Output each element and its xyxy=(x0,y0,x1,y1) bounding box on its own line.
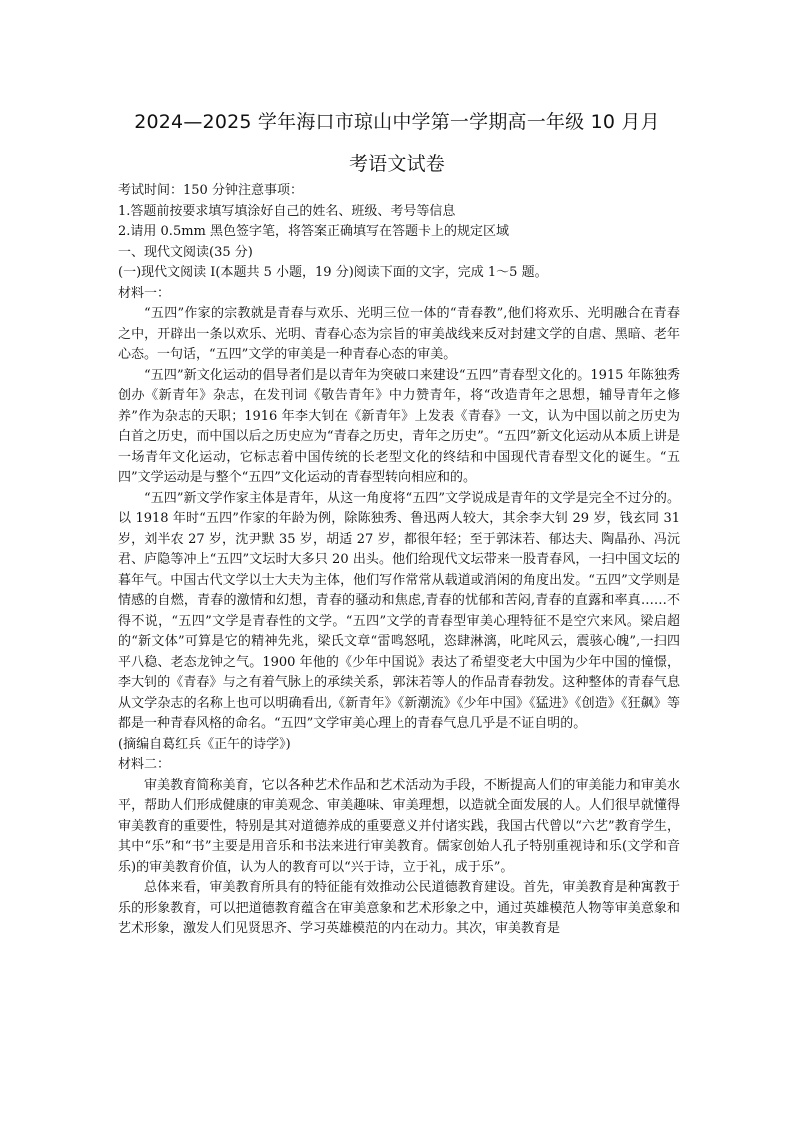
exam-content xyxy=(118,181,680,940)
material-2-paragraph-2: 总体来看，审美教育所具有的特征能有效推动公民道德教育建设。首先，审美教育是种寓教于乐的形象教育，可以把道德教育蕴含在审美意象和艺术形象之中，通过英雄模范人物等审美意象和艺术形象，激发人们见贤思齐、学习英雄模范的内在动力。其次，审美教育是 xyxy=(118,880,680,936)
section-heading: 一、现代文阅读(35 分) xyxy=(118,244,253,260)
material-2-paragraph-1: 审美教育简称美育，它以各种艺术作品和艺术活动为手段，不断提高人们的审美能力和审美水平，帮助人们形成健康的审美观念、审美趣味、审美理想，以造就全面发展的人。人们很早就懂得审美教育的重要性，特别是其对道德养成的重要意义并付诸实践，我国古代曾以“六艺”教育学生，其中“乐”和“书”主要是用音乐和书法来进行审美教育。儒家创始人孔子特别重视诗和乐(文学和音乐)的审美教育价值，认为人的教育可以“兴于诗，立于礼，成于乐”。 xyxy=(118,777,680,875)
exam-time: 考试时间：150 分钟注意事项： xyxy=(118,183,303,198)
note-2: 2.请用 0.5mm 黑色签字笔，将答案正确填写在答题卡上的规定区域 xyxy=(118,224,509,239)
material-1-paragraph-1: “五四”作家的宗教就是青春与欢乐、光明三位一体的“青春教”,他们将欢乐、光明融合在青春之中，开辟出一条以欢乐、光明、青春心态为宗旨的审美战线来反对封建文学的自虐、黑暗、老年心态。一句话，“五四”文学的审美是一种青春心态的审美。 xyxy=(118,306,680,362)
material-1-paragraph-3: “五四”新文学作家主体是青年，从这一角度将“五四”文学说成是青年的文学是完全不过分的。以 1918 年时“五四”作家的年龄为例，除陈独秀、鲁迅两人较大，其余李大钊 29 岁，钱玄同 31 岁，刘半农 27 岁，沈尹默 35 岁，胡适 27 岁，都很年轻；至于郭沫若、郁达夫、陶晶孙、冯沅君、庐隐等冲上“五四”文坛时大多只 20 出头。他们给现代文坛带来一股青春风，一扫中国文坛的暮年气。中国古代文学以士大夫为主体，他们写作常常从载道或消闲的角度出发。“五四”文学则是情感的自燃，青春的激情和幻想，青春的骚动和焦虑,青春的忧郁和苦闷,青春的直露和率真……不得不说，“五四”文学是青春性的文学。“五四”文学的青春型审美心理特征不是空穴来风。梁启超的“新文体”可算是它的精神先兆，梁氏文章“雷鸣怒吼，恣肆淋漓，叱咤风云，震骇心魄”,一扫四平八稳、老态龙钟之气。1900 年他的《少年中国说》表达了希望变老大中国为少年中国的憧憬，李大钊的《青春》与之有着气脉上的承续关系，郭沫若等人的作品青春勃发。这种整体的青春气息从文学杂志的名称上也可以明确看出,《新青年》《新潮流》《少年中国》《猛进》《创造》《狂飙》等都是一种青春风格的命名。“五四”文学审美心理上的青春气息几乎是不证自明的。 xyxy=(118,490,680,731)
material-1-paragraph-2: “五四”新文化运动的倡导者们是以青年为突破口来建设“五四”青春型文化的。1915 年陈独秀创办《新青年》杂志，在发刊词《敬告青年》中力赞青年，将“改造青年之思想，辅导青年之修养”作为杂志的天职；1916 年李大钊在《新青年》上发表《青春》一文，认为中国以前之历史为白首之历史，而中国以后之历史应为“青春之历史，青年之历史”。“五四”新文化运动从本质上讲是一场青年文化运动，它标志着中国传统的长老型文化的终结和中国现代青春型文化的诞生。“五四”文学运动是与整个“五四”文化运动的青春型转向相应和的。 xyxy=(118,367,680,485)
material-2-label: 材料二： xyxy=(118,757,171,772)
material-1-source: (摘编自葛红兵《正午的诗学》) xyxy=(118,736,291,752)
subsection-heading: (一)现代文阅读 I(本题共 5 小题，19 分)阅读下面的文字，完成 1～5 题。 xyxy=(118,265,548,280)
exam-title-line2: 考语文试卷 xyxy=(348,153,445,175)
note-1: 1.答题前按要求填写填涂好自己的姓名、班级、考号等信息 xyxy=(118,203,456,219)
material-1-label: 材料一： xyxy=(118,285,171,301)
exam-title-line1: 2024—2025 学年海口市琼山中学第一学期高一年级 10 月月 xyxy=(134,111,660,133)
